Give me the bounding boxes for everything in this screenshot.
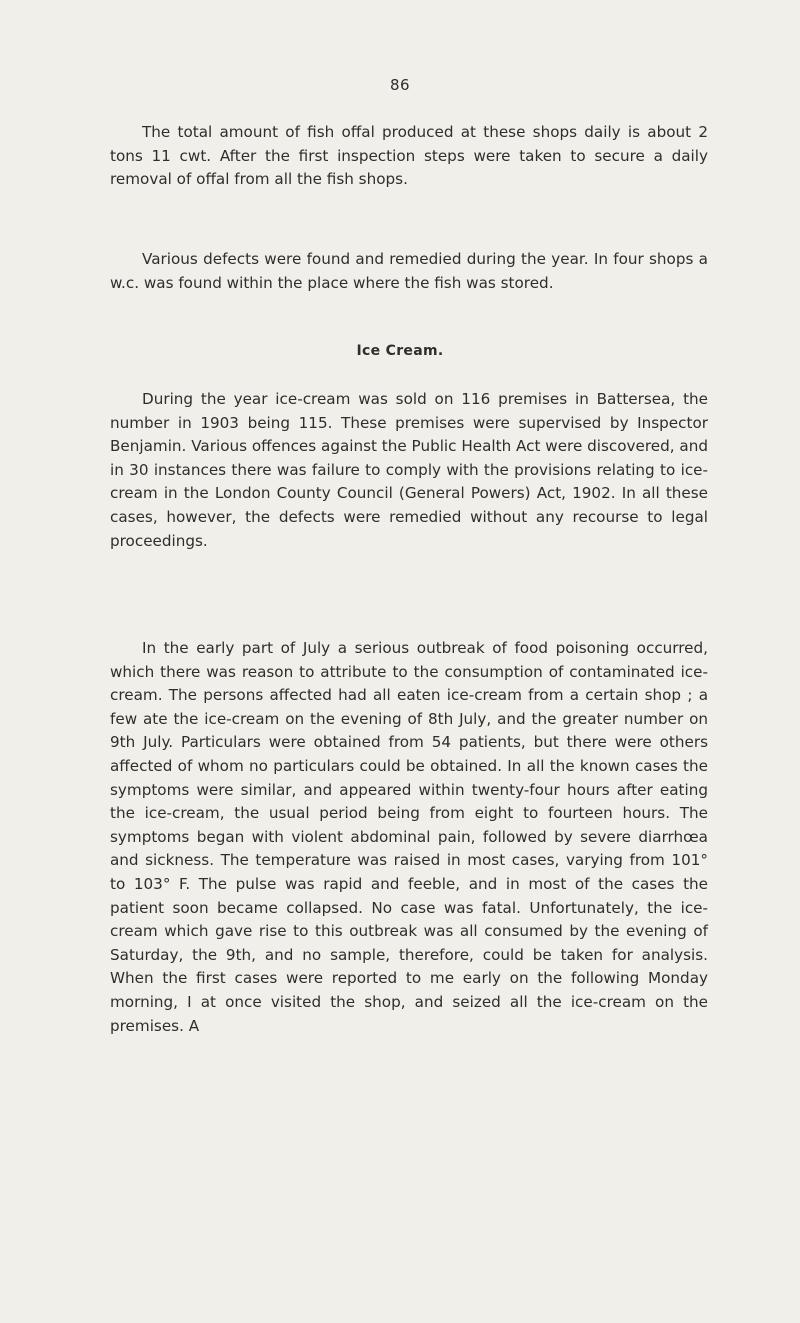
paragraph-fish-offal: The total amount of fish offal produced at these shops daily is about 2 tons 11 cwt. After the first inspection steps were taken to secure a daily removal of offal from all the fish shops. xyxy=(110,123,708,189)
section-heading-ice-cream: Ice Cream. xyxy=(356,343,444,359)
page-number: 86 xyxy=(389,76,411,94)
paragraph-ice-cream-premises: During the year ice-cream was sold on 116 premises in Battersea, the number in 1903 being 115. These premises were supervised by Inspector Benjamin. Various offences against the Public Health Act were discovered, and in 30 instances there was failure to comply with the provisions relating to ice-cream in the London County Council (General Powers) Act, 1902. In all these cases, however, the defects were remedied without any recourse to legal proceedings. xyxy=(110,390,708,550)
paragraph-food-poisoning: In the early part of July a serious outbreak of food poisoning occurred, which there was reason to attribute to the consumption of contaminated ice-cream. The persons affected had all eaten ice-cream from a certain shop ; a few ate the ice-cream on the evening of 8th July, and the greater number on 9th July. Particulars were obtained from 54 patients, but there were others affected of whom no particulars could be obtained. In all the known cases the symptoms were similar, and appeared within twenty-four hours after eating the ice-cream, the usual period being from eight to fourteen hours. The symptoms began with violent abdominal pain, followed by severe diarrhœa and sickness. The temperature was raised in most cases, varying from 101° to 103° F. The pulse was rapid and feeble, and in most of the cases the patient soon became collapsed. No case was fatal. Unfortunately, the ice-cream which gave rise to this outbreak was all consumed by the evening of Saturday, the 9th, and no sample, therefore, could be taken for analysis. When the first cases were reported to me early on the following Monday morning, I at once visited the shop, and seized all the ice-cream on the premises. A xyxy=(110,639,708,1035)
paragraph-defects: Various defects were found and remedied during the year. In four shops a w.c. was found within the place where the fish was stored. xyxy=(110,250,708,292)
